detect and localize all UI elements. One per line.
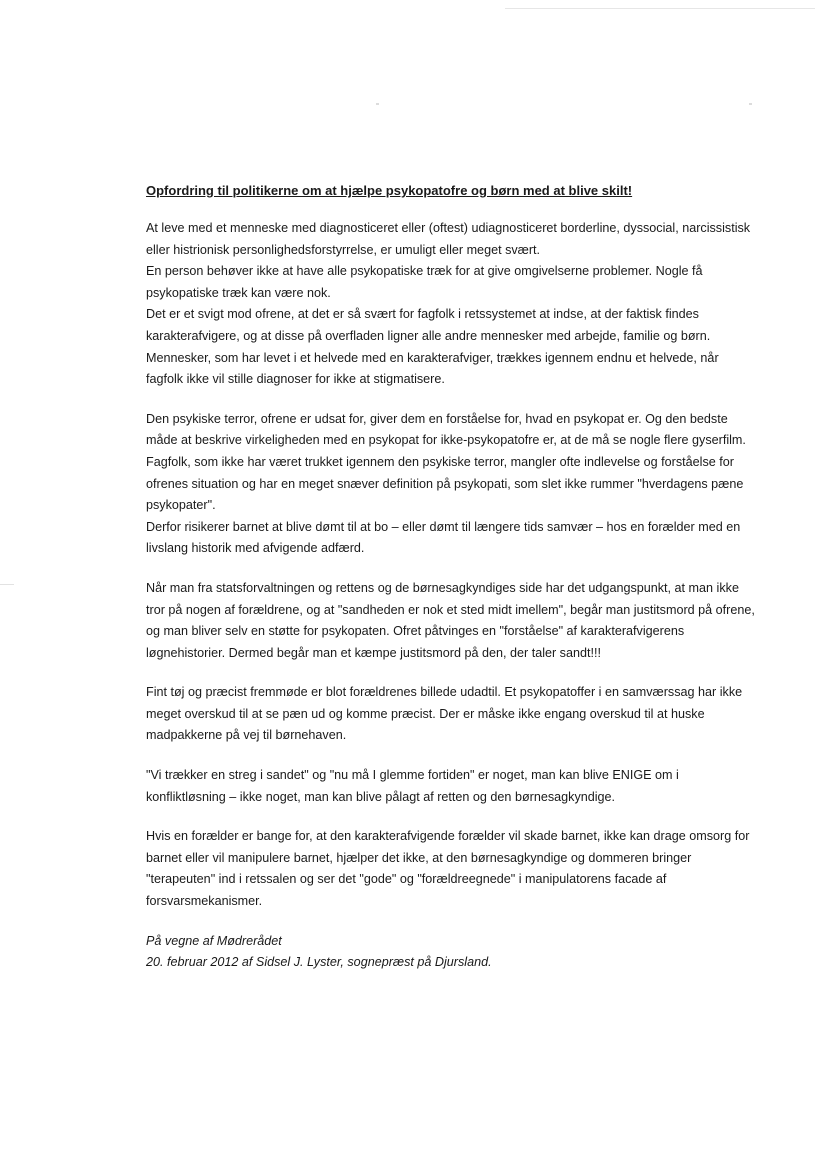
document-body (146, 182, 756, 974)
section-1 (146, 218, 756, 391)
signature-organization: På vegne af Mødrerådet (146, 933, 282, 948)
section-5 (146, 765, 756, 808)
section-2 (146, 409, 756, 560)
signature-author-date: 20. februar 2012 af Sidsel J. Lyster, sognepræst på Djursland. (146, 955, 492, 970)
paragraph-gap (146, 808, 756, 826)
paragraph-gap (146, 560, 756, 578)
paragraph: En person behøver ikke at have alle psykopatiske træk for at give omgivelserne problemer. Nogle få psykopatiske træk kan være nok. (146, 264, 703, 300)
paragraph: Hvis en forælder er bange for, at den karakterafvigende forælder vil skade barnet, ikke kan drage omsorg for barnet eller vil manipulere barnet, hjælper det ikke, at den børnesagkyndige og dommeren bringer "terapeuten" ind i retssalen og ser det "gode" og "forældreegnede" i manipulatorens facade af forsvarsmekanismer. (146, 829, 750, 909)
paragraph: Mennesker, som har levet i et helvede med en karakterafviger, trækkes igennem endnu et helvede, når fagfolk ikke vil stille diagnoser for ikke at stigmatisere. (146, 350, 719, 387)
paragraph: At leve med et menneske med diagnosticeret eller (oftest) udiagnosticeret borderline, dyssocial, narcissistisk eller histrionisk personlighedsforstyrrelse, er umuligt eller meget svært. (146, 221, 751, 257)
paragraph-gap (146, 747, 756, 765)
paragraph-gap (146, 913, 756, 931)
scan-artifact-line (0, 584, 14, 585)
paragraph-gap (146, 664, 756, 682)
paragraph: Derfor risikerer barnet at blive dømt til at bo – eller dømt til længere tids samvær – hos en forælder med en livslang historik med afvigende adfærd. (146, 519, 741, 556)
section-6 (146, 826, 756, 912)
section-4 (146, 682, 756, 747)
paragraph: Når man fra statsforvaltningen og rettens og de børnesagkyndiges side har det udgangspunkt, at man ikke tror på nogen af forældrene, og at "sandheden er nok et sted midt imellem", begår man justitsmord på ofrene, og man bliver selv en støtte for psykopaten. Ofret påtvinges en "forståelse" af karakterafvigerens løgnehistorier. Dermed begår man et kæmpe justitsmord på den, der taler sandt!!! (146, 580, 755, 660)
document-title: Opfordring til politikerne om at hjælpe psykopatofre og børn med at blive skilt! (146, 183, 633, 198)
paragraph: Det er et svigt mod ofrene, at det er så svært for fagfolk i retssystemet at indse, at der faktisk findes karakterafvigere, og at disse på overfladen ligner alle andre mennesker med arbejde, familie og børn. (146, 307, 711, 343)
paragraph: Den psykiske terror, ofrene er udsat for, giver dem en forståelse for, hvad en psykopat er. Og den bedste måde at beskrive virkeligheden med en psykopat for ikke-psykopatofre er, at de må se nogle flere gyserfilm. Fagfolk, som ikke har været trukket igennem den psykiske terror, mangler ofte indlevelse og forståelse for ofrenes situation og har en meget snæver definition på psykopati, som slet ikke rummer "hverdagens pæne psykopater". (146, 411, 746, 513)
paragraph: "Vi trækker en streg i sandet" og "nu må I glemme fortiden" er noget, man kan blive ENIGE om i konfliktløsning – ikke noget, man kan blive pålagt af retten og den børnesagkyndige. (146, 768, 679, 804)
scan-speck (376, 103, 379, 105)
scan-artifact-line (505, 8, 815, 9)
signature-block (146, 931, 756, 974)
section-3 (146, 578, 756, 664)
scan-speck (749, 103, 752, 105)
paragraph-gap (146, 391, 756, 409)
paragraph: Fint tøj og præcist fremmøde er blot forældrenes billede udadtil. Et psykopatoffer i en samværssag har ikke meget overskud til at se pæn ud og komme præcist. Der er måske ikke engang overskud til at huske madpakkerne på vej til børnehaven. (146, 685, 743, 743)
